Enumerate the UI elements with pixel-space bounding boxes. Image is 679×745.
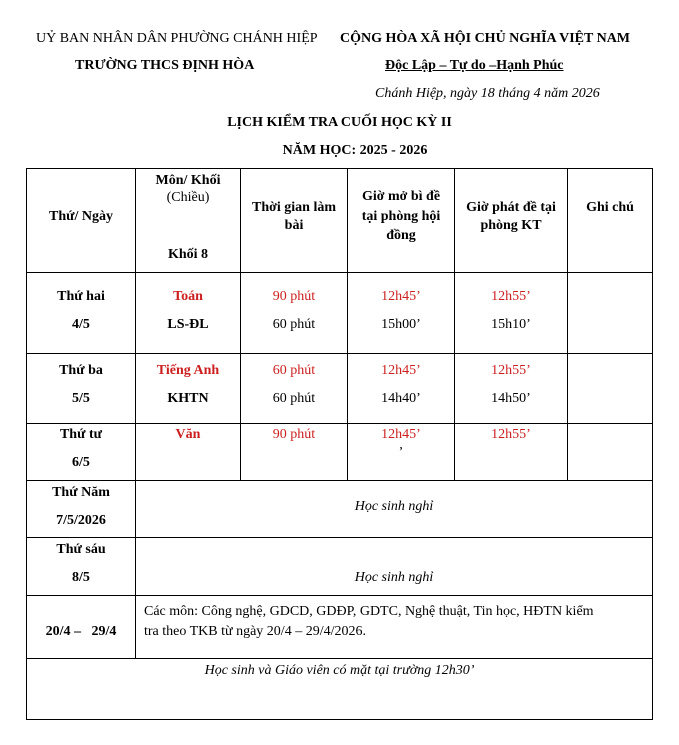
agency-name: UỶ BAN NHÂN DÂN PHƯỜNG CHÁNH HIỆP [36, 31, 318, 46]
row-day: Thứ tư [59, 427, 103, 442]
row-open-time: 14h40’ [381, 391, 421, 406]
row-subject: Toán [173, 289, 203, 304]
row-day: Thứ ba [59, 363, 103, 378]
header-day-label: Thứ/ Ngày [48, 209, 114, 224]
row-duration: 60 phút [272, 391, 316, 406]
exam-schedule-table [26, 168, 653, 720]
footer-note: Học sinh và Giáo viên có mặt tại trường 12h30’ [204, 663, 475, 678]
header-note [568, 169, 653, 273]
table-row [27, 273, 653, 354]
school-year: NĂM HỌC: 2025 - 2026 [282, 143, 428, 158]
header-day [27, 169, 136, 273]
table-row [27, 424, 653, 481]
header-open-line3: đồng [386, 228, 416, 243]
range-note-line1: Các môn: Công nghệ, GDCD, GDĐP, GDTC, Nghệ thuật, Tin học, HĐTN kiểm [144, 604, 594, 619]
row-distribute-time: 12h55’ [491, 427, 531, 442]
table-row [27, 481, 653, 538]
school-name: TRƯỜNG THCS ĐỊNH HÒA [75, 58, 255, 73]
row-open-time: 12h45’ [381, 363, 421, 378]
table-row [27, 659, 653, 720]
row-date: 6/5 [72, 455, 90, 470]
row-subject: Văn [175, 427, 201, 442]
header-duration-line1: Thời gian làm [252, 200, 336, 215]
row-date: 7/5/2026 [56, 513, 106, 528]
header-note-label: Ghi chú [586, 200, 634, 215]
table-row [27, 354, 653, 424]
row-note [568, 354, 653, 424]
row-open-time: 15h00’ [381, 317, 421, 332]
row-date: 8/5 [72, 570, 90, 585]
row-date: 5/5 [72, 391, 90, 406]
row-date-range: 20/4 – 29/4 [45, 624, 117, 639]
row-open-time: ’ [398, 445, 404, 460]
row-duration: 60 phút [272, 317, 316, 332]
row-distribute-time: 12h55’ [491, 363, 531, 378]
header-subject [136, 169, 241, 273]
row-subject: LS-ĐL [167, 317, 209, 332]
row-day: Thứ hai [57, 289, 105, 304]
header-open-line1: Giờ mở bì đề [361, 189, 441, 204]
header-distribute-time [455, 169, 568, 273]
national-motto: Độc Lập – Tự do –Hạnh Phúc [385, 58, 564, 73]
range-note-line2: tra theo TKB từ ngày 20/4 – 29/4/2026. [144, 624, 366, 639]
row-distribute-time: 15h10’ [491, 317, 531, 332]
row-day: Thứ sáu [56, 542, 106, 557]
row-day: Thứ Năm [52, 485, 110, 500]
row-distribute-time: 14h50’ [491, 391, 531, 406]
row-note [568, 273, 653, 354]
header-subject-session: (Chiều) [166, 190, 210, 205]
header-duration [241, 169, 348, 273]
header-grade: Khối 8 [167, 247, 209, 262]
header-distribute-line1: Giờ phát đề tại [466, 200, 556, 215]
row-subject: KHTN [167, 391, 209, 406]
table-row [27, 596, 653, 659]
date-line: Chánh Hiệp, ngày 18 tháng 4 năm 2026 [375, 86, 600, 101]
row-open-time: 12h45’ [381, 427, 421, 442]
row-note [568, 424, 653, 481]
row-duration: 60 phút [272, 363, 316, 378]
row-distribute-time: 12h55’ [491, 289, 531, 304]
national-title: CỘNG HÒA XÃ HỘI CHỦ NGHĨA VIỆT NAM [340, 31, 631, 46]
header-open-line2: tại phòng hội [361, 209, 441, 224]
row-duration: 90 phút [272, 289, 316, 304]
header-duration-line2: bài [284, 218, 304, 233]
header-distribute-line2: phòng KT [480, 218, 542, 233]
row-date: 4/5 [72, 317, 90, 332]
table-header-row [27, 169, 653, 273]
row-open-time: 12h45’ [381, 289, 421, 304]
row-duration: 90 phút [272, 427, 316, 442]
row-subject: Tiếng Anh [156, 363, 220, 378]
row-rest-note: Học sinh nghỉ [354, 570, 434, 585]
header-subject-label: Môn/ Khối [155, 173, 221, 188]
schedule-title: LỊCH KIỂM TRA CUỐI HỌC KỲ II [227, 115, 452, 130]
table-row [27, 538, 653, 596]
header-open-time [348, 169, 455, 273]
row-rest-note: Học sinh nghỉ [354, 499, 434, 514]
